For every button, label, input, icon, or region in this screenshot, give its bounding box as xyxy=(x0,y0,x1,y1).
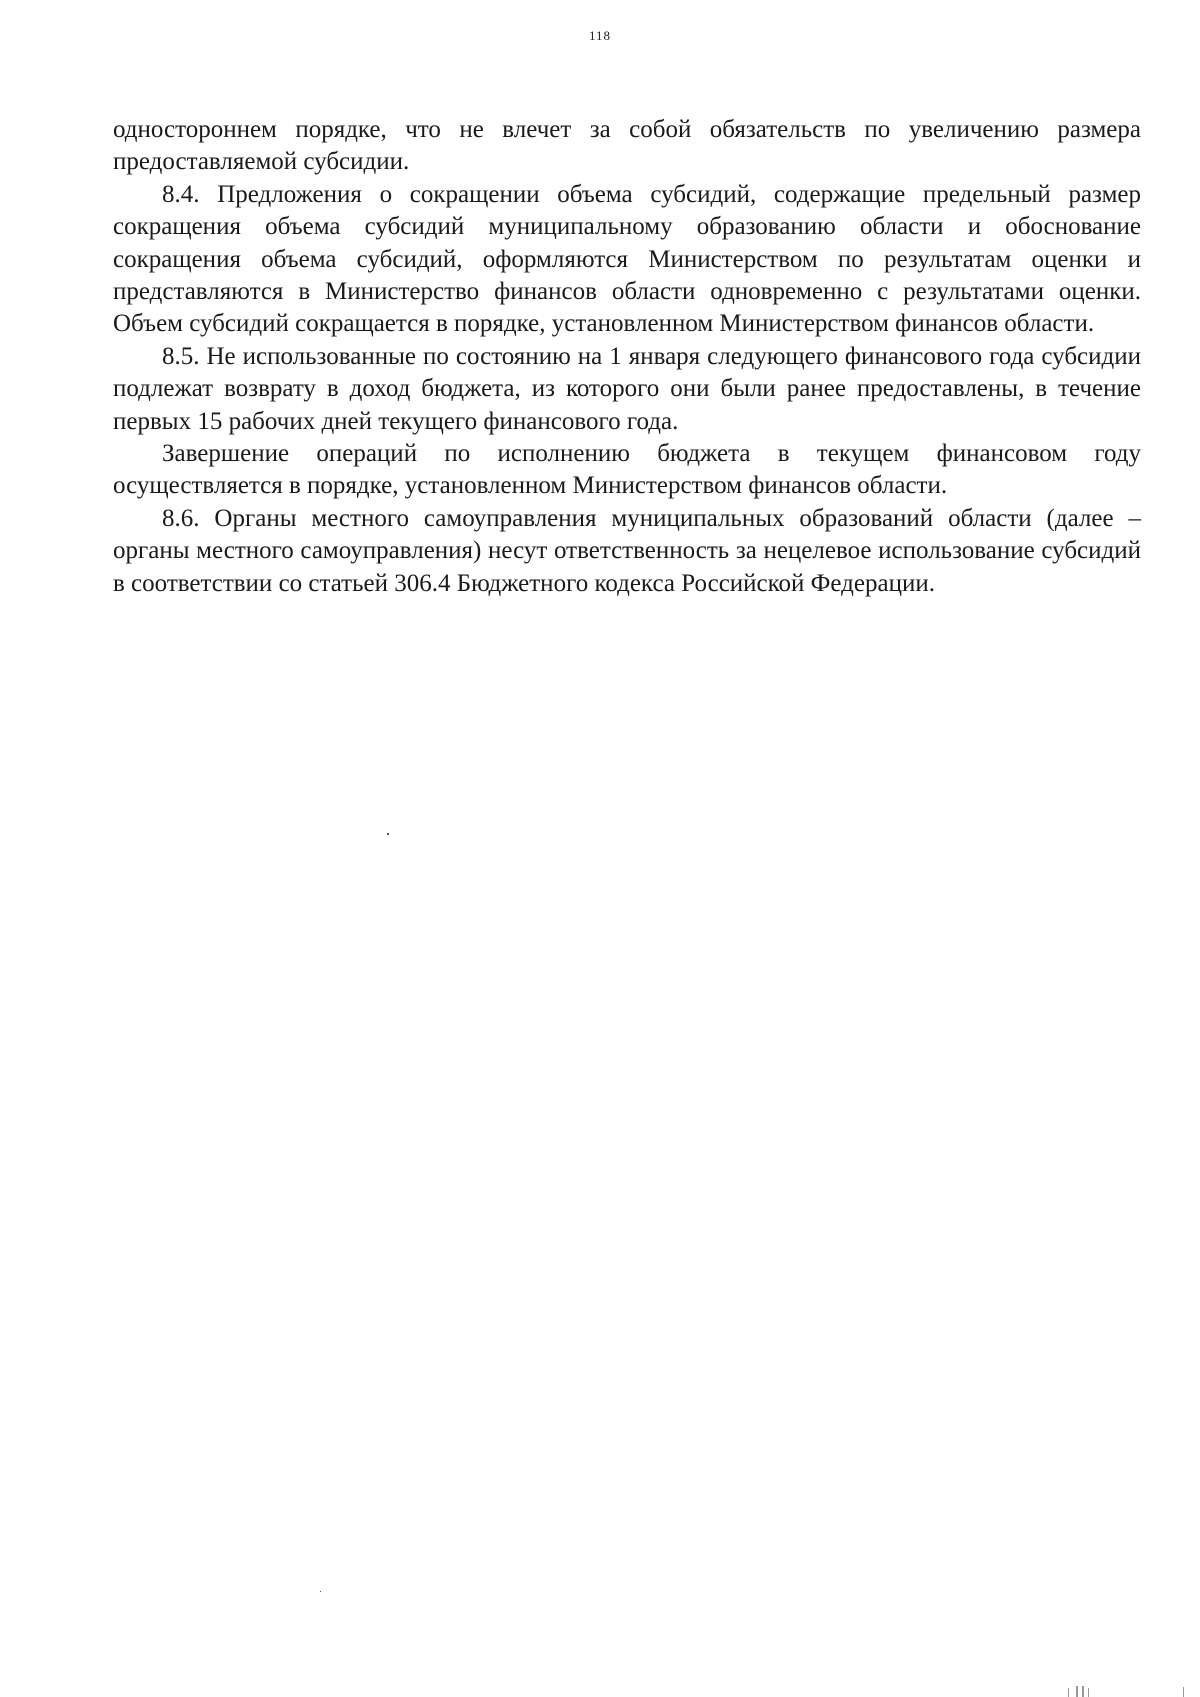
scan-mark xyxy=(1068,1688,1069,1697)
page-number: 118 xyxy=(588,28,612,43)
paragraph-8-4: 8.4. Предложения о сокращении объема субсидий, содержащие предельный размер сокращения объема субсидий муниципальному образованию области и обоснование сокращения объема субсидий, оформляются Министерством по результатам оценки и представляются в Министерство финансов области одновременно с результатами оценки. Объем субсидий сокращается в порядке, установленном Министерством финансов области. xyxy=(113,180,1141,338)
document-body xyxy=(113,114,1141,600)
scan-mark xyxy=(1082,1686,1084,1697)
scan-mark xyxy=(1183,1687,1184,1697)
paragraph-budget-completion: Завершение операций по исполнению бюджета в текущем финансовом году осуществляется в порядке, установленном Министерством финансов области. xyxy=(113,440,1141,500)
paragraph-continuation: одностороннем порядке, что не влечет за собой обязательств по увеличению размера предоставляемой субсидии. xyxy=(113,116,1141,176)
scan-mark xyxy=(1088,1688,1089,1697)
scan-speck xyxy=(320,1591,321,1592)
paragraph-8-5: 8.5. Не использованные по состоянию на 1 января следующего финансового года субсидии подлежат возврату в доход бюджета, из которого они были ранее предоставлены, в течение первых 15 рабочих дней текущего финансового года. xyxy=(113,342,1141,435)
scan-speck xyxy=(387,833,389,835)
paragraph-8-6: 8.6. Органы местного самоуправления муниципальных образований области (далее – органы местного самоуправления) несут ответственность за нецелевое использование субсидий в соответствии со статьей 306.4 Бюджетного кодекса Российской Федерации. xyxy=(113,504,1141,597)
scan-mark xyxy=(1076,1686,1078,1697)
